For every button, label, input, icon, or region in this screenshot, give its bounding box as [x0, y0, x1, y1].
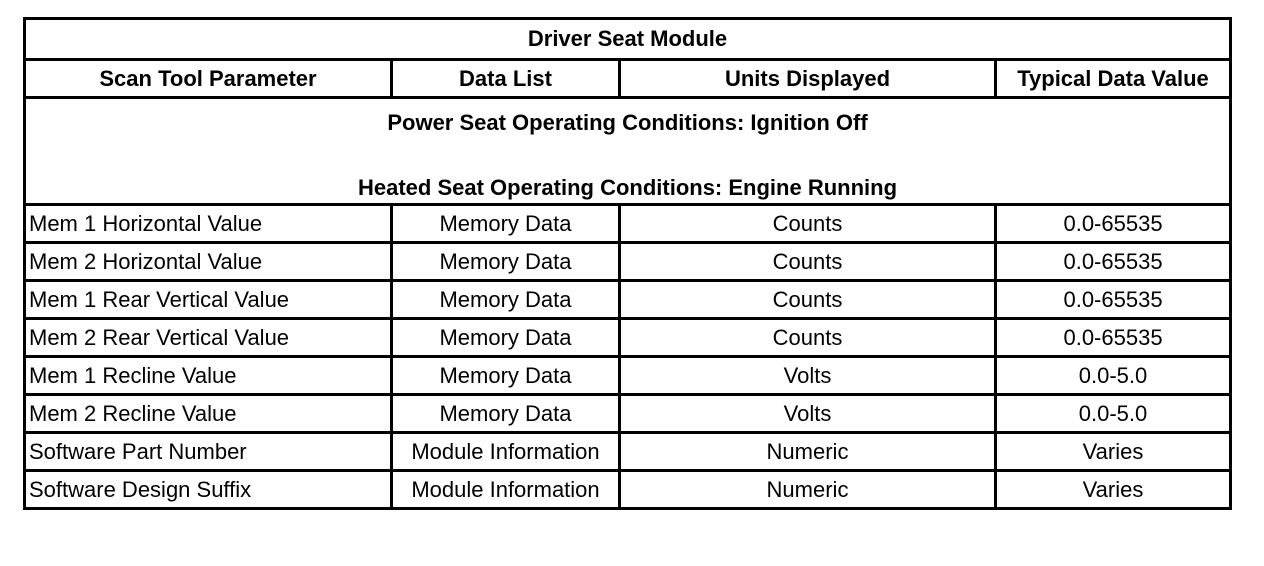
cell-typical-data-value: 0.0-65535 [996, 281, 1231, 319]
cell-units-displayed: Counts [620, 205, 996, 243]
cell-data-list: Memory Data [392, 205, 620, 243]
cell-typical-data-value: 0.0-65535 [996, 319, 1231, 357]
title-row [25, 19, 1231, 60]
cell-scan-tool-parameter: Mem 1 Horizontal Value [25, 205, 392, 243]
operating-conditions [25, 98, 1231, 205]
heated-seat-conditions: Heated Seat Operating Conditions: Engine Running [358, 175, 898, 200]
header-typical-data-value: Typical Data Value [996, 60, 1231, 98]
table-row [25, 205, 1231, 243]
table-row [25, 471, 1231, 509]
table-row [25, 433, 1231, 471]
cell-data-list: Memory Data [392, 357, 620, 395]
cell-typical-data-value: 0.0-65535 [996, 205, 1231, 243]
cell-data-list: Module Information [392, 433, 620, 471]
cell-typical-data-value: Varies [996, 471, 1231, 509]
table-title: Driver Seat Module [25, 19, 1231, 60]
cell-units-displayed: Numeric [620, 433, 996, 471]
cell-data-list: Memory Data [392, 395, 620, 433]
cell-units-displayed: Counts [620, 319, 996, 357]
cell-units-displayed: Volts [620, 357, 996, 395]
cell-data-list: Memory Data [392, 281, 620, 319]
cell-units-displayed: Numeric [620, 471, 996, 509]
cell-typical-data-value: 0.0-5.0 [996, 357, 1231, 395]
table-body [25, 205, 1231, 509]
conditions-row [25, 98, 1231, 205]
header-data-list: Data List [392, 60, 620, 98]
cell-scan-tool-parameter: Mem 1 Rear Vertical Value [25, 281, 392, 319]
cell-scan-tool-parameter: Mem 2 Rear Vertical Value [25, 319, 392, 357]
table-row [25, 357, 1231, 395]
table-row [25, 319, 1231, 357]
cell-data-list: Module Information [392, 471, 620, 509]
cell-units-displayed: Counts [620, 243, 996, 281]
cell-units-displayed: Volts [620, 395, 996, 433]
cell-data-list: Memory Data [392, 243, 620, 281]
cell-units-displayed: Counts [620, 281, 996, 319]
cell-typical-data-value: 0.0-65535 [996, 243, 1231, 281]
table-row [25, 243, 1231, 281]
cell-typical-data-value: Varies [996, 433, 1231, 471]
header-scan-tool-parameter: Scan Tool Parameter [25, 60, 392, 98]
power-seat-conditions: Power Seat Operating Conditions: Ignition Off [387, 110, 868, 135]
cell-scan-tool-parameter: Mem 2 Recline Value [25, 395, 392, 433]
header-units-displayed: Units Displayed [620, 60, 996, 98]
cell-scan-tool-parameter: Software Design Suffix [25, 471, 392, 509]
cell-scan-tool-parameter: Software Part Number [25, 433, 392, 471]
driver-seat-data-table [23, 17, 1232, 510]
cell-data-list: Memory Data [392, 319, 620, 357]
header-row [25, 60, 1231, 98]
cell-typical-data-value: 0.0-5.0 [996, 395, 1231, 433]
cell-scan-tool-parameter: Mem 2 Horizontal Value [25, 243, 392, 281]
table-row [25, 395, 1231, 433]
table-row [25, 281, 1231, 319]
cell-scan-tool-parameter: Mem 1 Recline Value [25, 357, 392, 395]
